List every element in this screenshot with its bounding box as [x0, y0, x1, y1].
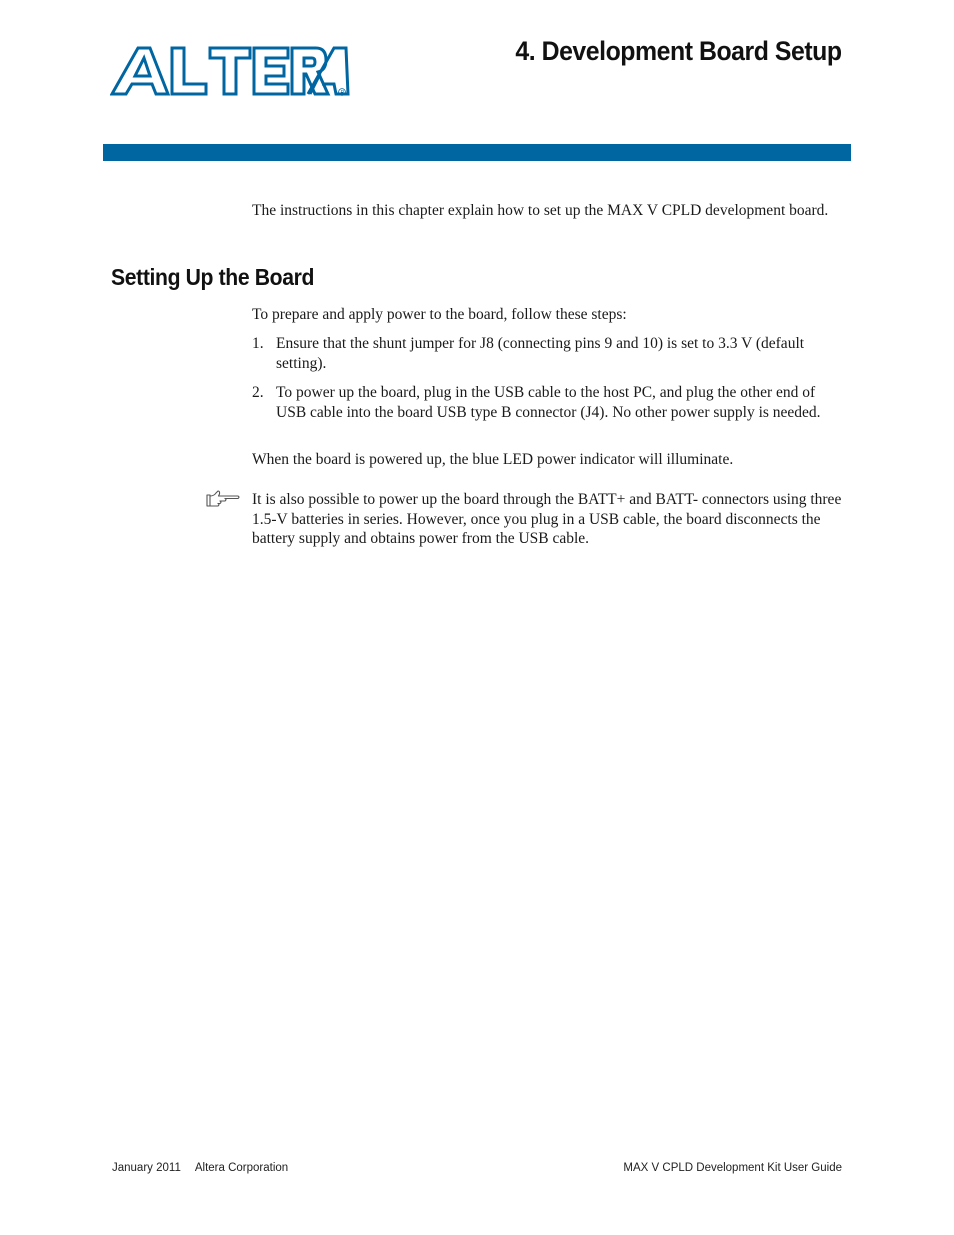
step-text: To power up the board, plug in the USB cable to the host PC, and plug the other end of USB cable into the board USB type B connector (J4). No other power supply is needed. [276, 384, 821, 421]
list-item [252, 383, 844, 422]
pointing-hand-icon [205, 489, 241, 509]
footer-doc-title: MAX V CPLD Development Kit User Guide [623, 1162, 842, 1174]
footer-company: Altera Corporation [194, 1162, 289, 1174]
step-number: 1. [252, 335, 264, 352]
altera-logo [110, 44, 350, 100]
svg-text:R: R [340, 89, 345, 96]
header-bar [103, 144, 851, 161]
step-text: Ensure that the shunt jumper for J8 (connecting pins 9 and 10) is set to 3.3 V (default setting). [276, 335, 805, 372]
step-number: 2. [252, 384, 264, 401]
steps-list [252, 334, 844, 432]
chapter-title: 4. Development Board Setup [515, 36, 842, 66]
section-heading: Setting Up the Board [111, 264, 315, 290]
footer-date: January 2011 [112, 1162, 181, 1174]
note-paragraph: It is also possible to power up the board through the BATT+ and BATT- connectors using three 1.5-V batteries in series. However, once you plug in a USB cable, the board disconnects the battery supply and obtains power from the USB cable. [252, 491, 842, 547]
footer-left [112, 1162, 288, 1174]
power-indicator-paragraph: When the board is powered up, the blue LED power indicator will illuminate. [252, 451, 734, 468]
list-item [252, 334, 844, 373]
intro-paragraph: The instructions in this chapter explain how to set up the MAX V CPLD development board. [252, 202, 829, 219]
section-lead: To prepare and apply power to the board, follow these steps: [252, 306, 627, 323]
